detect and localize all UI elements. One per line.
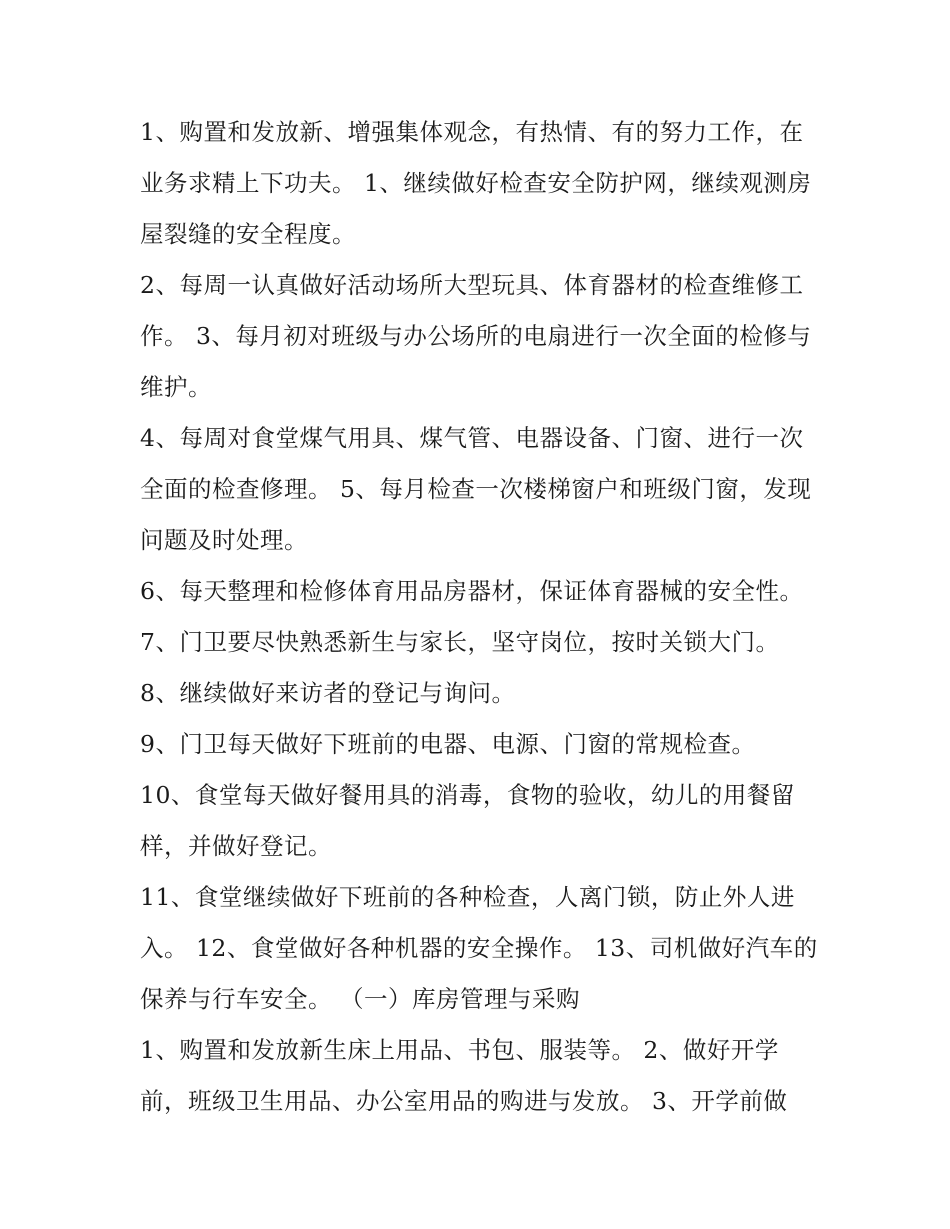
paragraph-3: 4、每周对食堂煤气用具、煤气管、电器设备、门窗、进行一次全面的检查修理。 5、每月检查一次楼梯窗户和班级门窗，发现问题及时处理。: [140, 424, 812, 554]
paragraph-6: 10、食堂每天做好餐用具的消毒，食物的验收，幼儿的用餐留样，并做好登记。: [140, 781, 795, 860]
paragraph-2: 2、每周一认真做好活动场所大型玩具、体育器材的检查维修工作。 3、每月初对班级与办公场所的电扇进行一次全面的检修与维护。: [140, 271, 812, 401]
paragraph-4: 6、每天整理和检修体育用品房器材，保证体育器械的安全性。 7、门卫要尽快熟悉新生与家长，坚守岗位，按时关锁大门。 8、继续做好来访者的登记与询问。: [140, 577, 804, 707]
paragraph-7: 11、食堂继续做好下班前的各种检查，人离门锁，防止外人进入。 12、食堂做好各种机器的安全操作。 13、司机做好汽车的保养与行车安全。 （一）库房管理与采购: [140, 883, 818, 1013]
document-body: [140, 107, 820, 1127]
paragraph-8: 1、购置和发放新生床上用品、书包、服装等。 2、做好开学前，班级卫生用品、办公室用品的购进与发放。 3、开学前做: [140, 1036, 788, 1115]
paragraph-5: 9、门卫每天做好下班前的电器、电源、门窗的常规检查。: [140, 730, 756, 758]
paragraph-1: 1、购置和发放新、增强集体观念，有热情、有的努力工作，在业务求精上下功夫。 1、继续做好检查安全防护网，继续观测房屋裂缝的安全程度。: [140, 118, 812, 248]
